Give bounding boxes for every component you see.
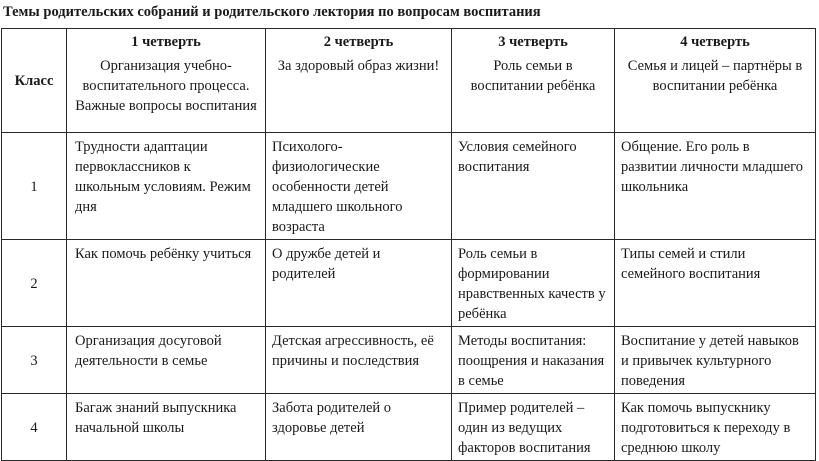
quarter-topic: Семья и лицей – партнёры в воспитании ребёнка: [627, 58, 803, 94]
table-cell: Как помочь выпускнику подготовиться к переходу в среднюю школу: [615, 394, 816, 461]
table-row: [2, 133, 816, 240]
table-row: [2, 394, 816, 461]
table-cell: Типы семей и стили семейного воспитания: [615, 240, 816, 327]
table-row: [2, 327, 816, 394]
quarter-topic: Роль семьи в воспитании ребёнка: [470, 58, 596, 94]
header-quarter-4: [615, 29, 816, 133]
table-cell: Организация досуговой деятельности в семье: [67, 327, 266, 394]
table-cell: Общение. Его роль в развитии личности младшего школьника: [615, 133, 816, 240]
document-title: Темы родительских собраний и родительского лектория по вопросам воспитания: [3, 4, 541, 20]
table-cell: Воспитание у детей навыков и привычек культурного поведения: [615, 327, 816, 394]
table-cell: Психолого-физиологические особенности детей младшего школьного возраста: [266, 133, 452, 240]
quarter-label: 1 четверть: [131, 34, 201, 50]
class-number: 4: [2, 394, 67, 461]
quarter-topic: Организация учебно-воспитательного процесса. Важные вопросы воспитания: [75, 58, 257, 114]
table-cell: О дружбе детей и родителей: [266, 240, 452, 327]
table-cell: Роль семьи в формировании нравственных качеств у ребёнка: [452, 240, 615, 327]
class-number: 3: [2, 327, 67, 394]
class-number: 1: [2, 133, 67, 240]
meetings-table: [1, 28, 816, 461]
table-cell: Пример родителей – один из ведущих факторов воспитания: [452, 394, 615, 461]
quarter-label: 4 четверть: [680, 34, 750, 50]
header-quarter-3: [452, 29, 615, 133]
table-row: [2, 240, 816, 327]
quarter-topic: За здоровый образ жизни!: [277, 58, 440, 74]
header-quarter-2: [266, 29, 452, 133]
table-cell: Методы воспитания: поощрения и наказания в семье: [452, 327, 615, 394]
table-cell: Условия семейного воспитания: [452, 133, 615, 240]
quarter-label: 2 четверть: [323, 34, 394, 50]
header-quarter-1: [67, 29, 266, 133]
header-row: [2, 29, 816, 133]
quarter-label: 3 четверть: [498, 34, 568, 50]
table-cell: Забота родителей о здоровье детей: [266, 394, 452, 461]
table-cell: Детская агрессивность, её причины и последствия: [266, 327, 452, 394]
table-cell: Трудности адаптации первоклассников к школьным условиям. Режим дня: [67, 133, 266, 240]
table-cell: Как помочь ребёнку учиться: [67, 240, 266, 327]
table-cell: Багаж знаний выпускника начальной школы: [67, 394, 266, 461]
header-class: Класс: [2, 29, 67, 133]
class-number: 2: [2, 240, 67, 327]
